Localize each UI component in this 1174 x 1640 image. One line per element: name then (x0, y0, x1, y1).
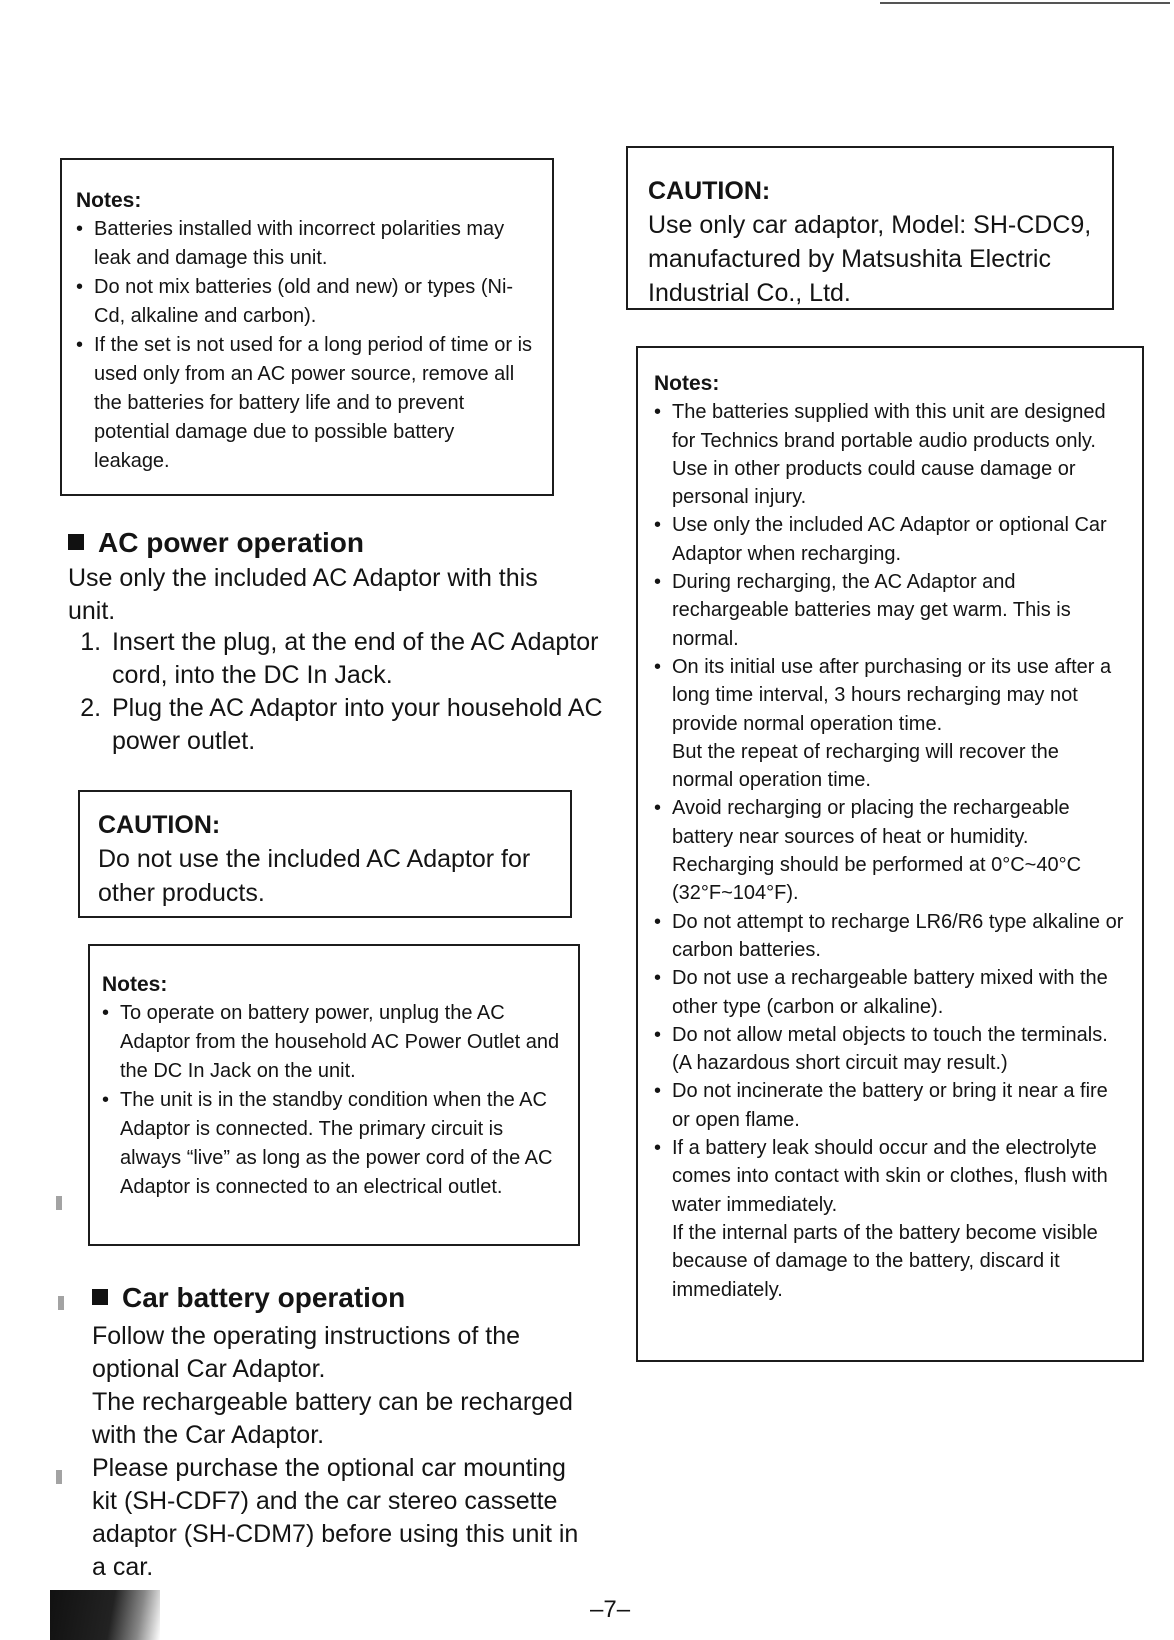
car-paragraph: Please purchase the optional car mounting kit (SH-CDF7) and the car stereo cassette adaptor (SH-CDM7) before using this unit in a car. (92, 1454, 579, 1581)
note-item: • To operate on battery power, unplug the AC Adaptor from the household AC Power Outlet and the DC In Jack on the unit. (102, 999, 562, 1086)
section-bullet-square (92, 1289, 108, 1305)
page-number: –7– (590, 1596, 631, 1623)
scan-smudge (50, 1590, 160, 1640)
note-item: • Do not incinerate the battery or bring it near a fire or open flame. (654, 1077, 1124, 1134)
note-item: • Do not use a rechargeable battery mixed with the other type (carbon or alkaline). (654, 964, 1124, 1021)
scan-speck (56, 1470, 62, 1484)
notes-title: Notes: (102, 973, 168, 996)
caution-title: CAUTION: (98, 811, 221, 839)
car-battery-body (92, 1320, 592, 1584)
car-paragraph: Follow the operating instructions of the optional Car Adaptor. (92, 1322, 521, 1383)
notes-title: Notes: (76, 189, 142, 212)
note-item: • The unit is in the standby condition when the AC Adaptor is connected. The primary circuit is always “live” as long as the power cord of the AC Adaptor is connected to an electrical outlet. (102, 1086, 562, 1202)
notes-batteries-box (60, 158, 554, 496)
note-item: • The batteries supplied with this unit are designed for Technics brand portable audio products only. Use in other products could cause damage or personal injury. (654, 398, 1124, 511)
caution-car-box (626, 146, 1114, 310)
caution-text: Use only car adaptor, Model: SH-CDC9, manufactured by Matsushita Electric Industrial Co., Ltd. (648, 211, 1092, 307)
car-battery-title: Car battery operation (122, 1282, 406, 1313)
ac-power-title: AC power operation (98, 527, 365, 558)
note-item: • If a battery leak should occur and the electrolyte comes into contact with skin or clothes, flush with water immediately. (654, 1134, 1124, 1219)
note-item: • Avoid recharging or placing the rechargeable battery near sources of heat or humidity. Recharging should be performed at 0°C~40°C (32°F~104°F). (654, 794, 1124, 907)
note-item: • If the set is not used for a long period of time or is used only from an AC power source, remove all the batteries for battery life and to prevent potential damage due to possible battery leakage. (76, 331, 534, 476)
caution-title: CAUTION: (648, 177, 771, 205)
note-item: • Do not allow metal objects to touch the terminals. (A hazardous short circuit may result.) (654, 1021, 1124, 1078)
notes-recharge-box (636, 346, 1144, 1362)
step-item: 2. Plug the AC Adaptor into your household AC power outlet. (108, 692, 608, 758)
caution-text: Do not use the included AC Adaptor for other products. (98, 845, 531, 907)
note-item: • Use only the included AC Adaptor or optional Car Adaptor when recharging. (654, 511, 1124, 568)
note-subtext: But the repeat of recharging will recover the normal operation time. (672, 740, 1059, 792)
ac-power-intro: Use only the included AC Adaptor with this unit. (68, 564, 538, 625)
notes-title: Notes: (654, 372, 720, 395)
section-bullet-square (68, 534, 84, 550)
note-subtext: If the internal parts of the battery become visible because of damage to the battery, discard it immediately. (672, 1221, 1098, 1301)
note-item: • Do not mix batteries (old and new) or types (Ni-Cd, alkaline and carbon). (76, 273, 534, 331)
notes-ac-box (88, 944, 580, 1246)
car-battery-heading (92, 1282, 405, 1314)
scan-top-line (880, 2, 1170, 4)
note-item: • Do not attempt to recharge LR6/R6 type alkaline or carbon batteries. (654, 908, 1124, 965)
ac-power-heading (68, 527, 364, 559)
note-item: • During recharging, the AC Adaptor and rechargeable batteries may get warm. This is normal. (654, 568, 1124, 653)
step-item: 1. Insert the plug, at the end of the AC Adaptor cord, into the DC In Jack. (108, 626, 608, 692)
scan-speck (58, 1296, 64, 1310)
note-item: • Batteries installed with incorrect polarities may leak and damage this unit. (76, 215, 534, 273)
note-item: • On its initial use after purchasing or its use after a long time interval, 3 hours recharging may not provide normal operation time. (654, 653, 1124, 738)
car-paragraph: The rechargeable battery can be recharged with the Car Adaptor. (92, 1388, 573, 1449)
ac-power-steps (72, 626, 608, 758)
scan-speck (56, 1196, 62, 1210)
caution-ac-box (78, 790, 572, 918)
